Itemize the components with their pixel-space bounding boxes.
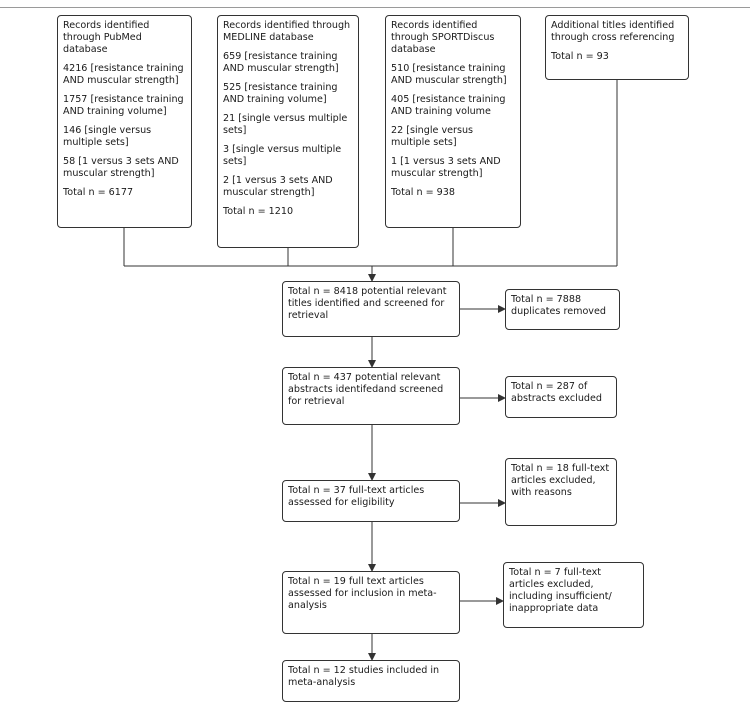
stage-abstracts-screened-text: Total n = 437 potential relevant abstracts identifedand screened for retrieval	[288, 372, 444, 407]
cross-reference-total: Total n = 93	[551, 51, 609, 62]
pubmed-source-box	[57, 15, 192, 228]
medline-item-1: 659 [resistance training AND muscular strength]	[223, 51, 339, 74]
sportdiscus-source-box	[385, 15, 521, 228]
sportdiscus-item-1: 510 [resistance training AND muscular strength]	[391, 63, 507, 86]
pubmed-total: Total n = 6177	[63, 187, 134, 198]
exclusion-insufficient-data	[503, 562, 644, 628]
cross-reference-title: Additional titles identified through cross referencing	[551, 20, 675, 43]
stage-full-text-eligibility	[282, 480, 460, 522]
medline-item-3: 21 [single versus multiple sets]	[223, 113, 348, 136]
medline-total: Total n = 1210	[223, 206, 294, 217]
medline-item-5: 2 [1 versus 3 sets AND muscular strength]	[223, 175, 333, 198]
pubmed-item-4: 58 [1 versus 3 sets AND muscular strength]	[63, 156, 179, 179]
stage-titles-screened	[282, 281, 460, 337]
sportdiscus-total: Total n = 938	[391, 187, 455, 198]
pubmed-title: Records identified through PubMed database	[63, 20, 150, 55]
pubmed-item-2: 1757 [resistance training AND training volume]	[63, 94, 184, 117]
sportdiscus-item-4: 1 [1 versus 3 sets AND muscular strength]	[391, 156, 501, 179]
stage-studies-included-text: Total n = 12 studies included in meta-analysis	[288, 665, 440, 688]
medline-title: Records identified through MEDLINE database	[223, 20, 351, 43]
exclusion-full-text-excluded-text: Total n = 18 full-text articles excluded, with reasons	[511, 463, 610, 498]
medline-item-4: 3 [single versus multiple sets]	[223, 144, 342, 167]
exclusion-abstracts-excluded-text: Total n = 287 of abstracts excluded	[511, 381, 602, 404]
exclusion-duplicates-removed	[505, 289, 620, 330]
stage-full-text-inclusion-text: Total n = 19 full text articles assessed for inclusion in meta-analysis	[288, 576, 437, 611]
exclusion-abstracts-excluded	[505, 376, 617, 418]
medline-item-2: 525 [resistance training AND training volume]	[223, 82, 338, 105]
stage-abstracts-screened	[282, 367, 460, 425]
exclusion-insufficient-data-text: Total n = 7 full-text articles excluded, including insufficient/ inappropriate data	[509, 567, 612, 614]
sportdiscus-item-3: 22 [single versus multiple sets]	[391, 125, 474, 148]
cross-reference-source-box	[545, 15, 689, 80]
stage-studies-included	[282, 660, 460, 702]
exclusion-duplicates-removed-text: Total n = 7888 duplicates removed	[511, 294, 606, 317]
pubmed-item-1: 4216 [resistance training AND muscular strength]	[63, 63, 184, 86]
pubmed-item-3: 146 [single versus multiple sets]	[63, 125, 152, 148]
stage-full-text-inclusion	[282, 571, 460, 634]
exclusion-full-text-excluded	[505, 458, 617, 526]
sportdiscus-item-2: 405 [resistance training AND training volume	[391, 94, 506, 117]
stage-full-text-eligibility-text: Total n = 37 full-text articles assessed for eligibility	[288, 485, 425, 508]
sportdiscus-title: Records identified through SPORTDiscus database	[391, 20, 495, 55]
medline-source-box	[217, 15, 359, 248]
stage-titles-screened-text: Total n = 8418 potential relevant titles identified and screened for retrieval	[288, 286, 447, 321]
